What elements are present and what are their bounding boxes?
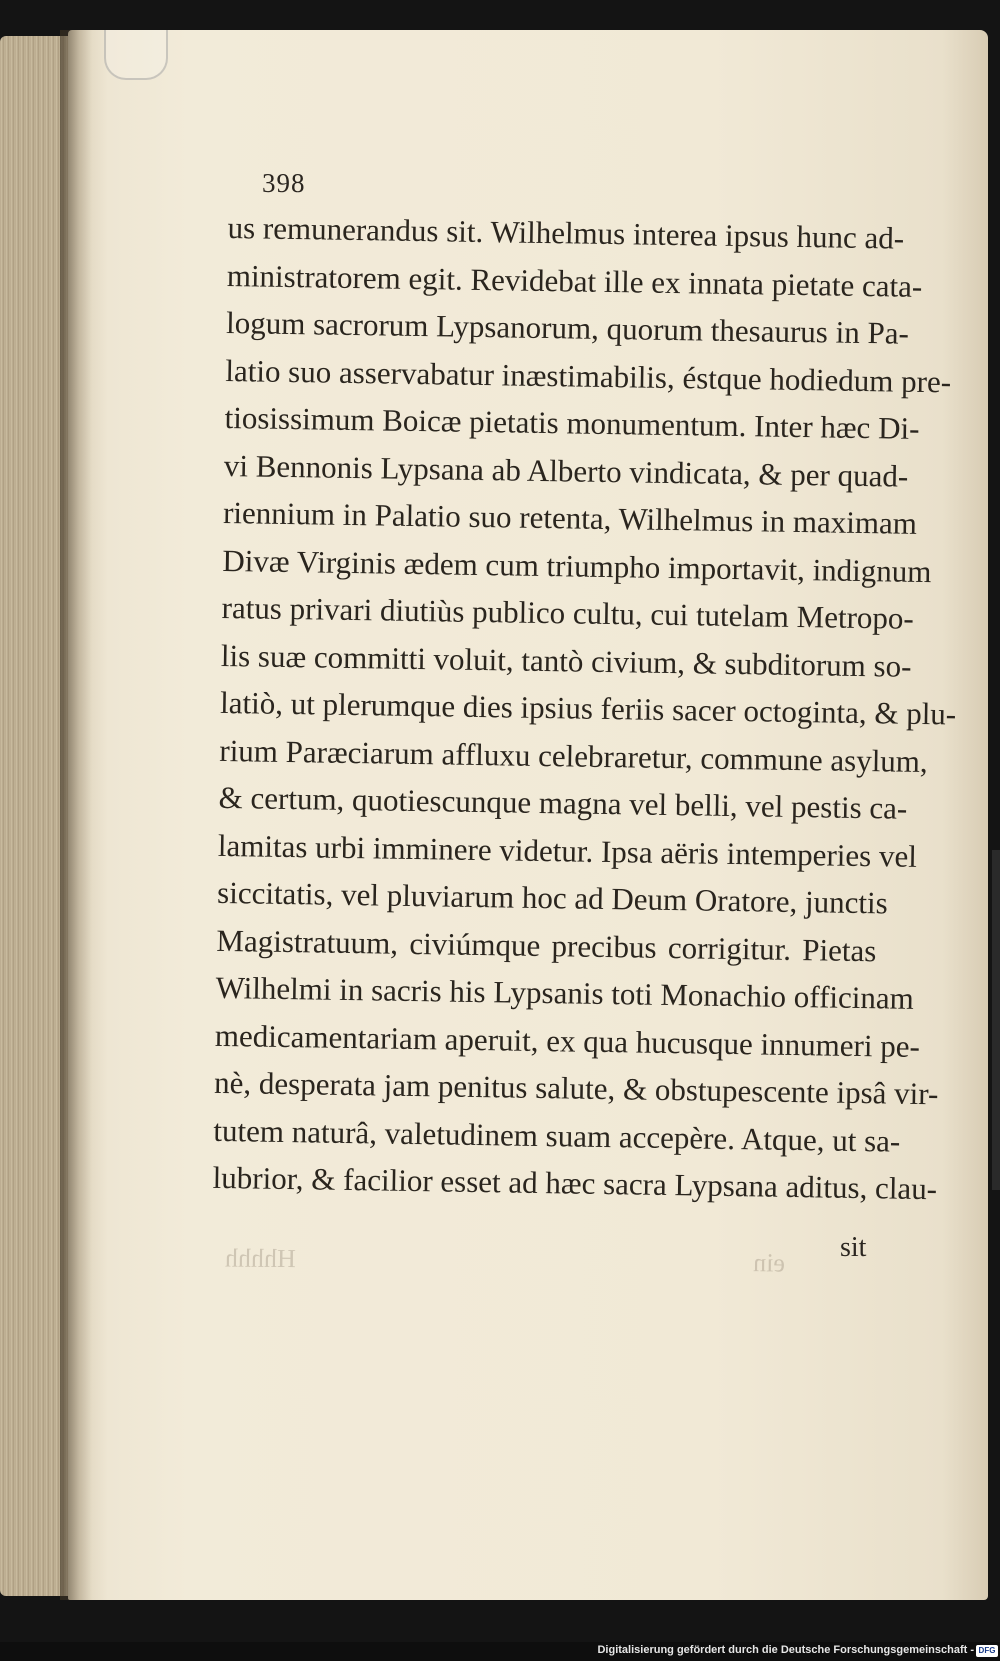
text-line: nè, desperata jam penitus salute, & obstupescente ipsâ vir- [213,1064,939,1112]
text-line: lubrior, & facilior esset ad hæc sacra Lypsana aditus, clau- [212,1159,938,1207]
text-line: lamitas urbi imminere videtur. Ipsa aëris intemperies vel [217,827,918,874]
text-line: vi Bennonis Lypsana ab Alberto vindicata, & per quad- [223,447,909,494]
body-text [212,204,957,1212]
text-line: latiò, ut plerumque dies ipsius feriis sacer octoginta, & plu- [219,684,957,732]
text-line: riennium in Palatio suo retenta, Wilhelmus in maximam [222,494,918,541]
text-line: medicamentariam aperuit, ex qua hucusque innumeri pe- [214,1017,921,1064]
text-line: siccitatis, vel pluviarum hoc ad Deum Oratore, junctis [216,874,889,921]
dfg-logo-icon: DFG [976,1645,998,1657]
spine-shadow [60,30,92,1600]
bleed-through-text [225,1244,785,1279]
catchword: sit [840,1232,867,1263]
text-line: Divæ Virginis ædem cum triumpho importavit, indignum [222,542,932,589]
text-line: logum sacrorum Lypsanorum, quorum thesaurus in Pa- [225,304,910,351]
bleed-through-word: ein [753,1248,786,1278]
text-line: & certum, quotiescunque magna vel belli, vel pestis ca- [218,779,908,826]
text-line: Wilhelmi in sacris his Lypsanis toti Monachio officinam [215,969,915,1016]
text-line: tutem naturâ, valetudinem suam accepère. Atque, ut sa- [213,1112,901,1159]
digitization-credit: Digitalisierung gefördert durch die Deutsche Forschungsgemeinschaft - [597,1644,974,1656]
text-line: tiosissimum Boicæ pietatis monumentum. Inter hæc Di- [224,399,920,446]
text-line: Magistratuum, civiúmque precibus corrigitur. Pietas [216,922,877,968]
text-line: lis suæ committi voluit, tantò civium, & subditorum so- [220,637,912,684]
right-edge-shadow [992,850,1000,1190]
text-line: rium Paræciarum affluxu celebraretur, commune asylum, [219,732,928,779]
text-line: latio suo asservabatur inæstimabilis, éstque hodiedum pre- [225,352,952,399]
text-line: ratus privari diutiùs publico cultu, cui tutelam Metropo- [221,589,915,636]
text-line: us remunerandus sit. Wilhelmus interea ipsus hunc ad- [227,209,905,256]
page-clip-mark [104,30,168,80]
page-number: 398 [262,168,306,198]
text-line: ministratorem egit. Revidebat ille ex innata pietate cata- [226,257,923,304]
bleed-through-word: Hhhhh [224,1243,296,1274]
